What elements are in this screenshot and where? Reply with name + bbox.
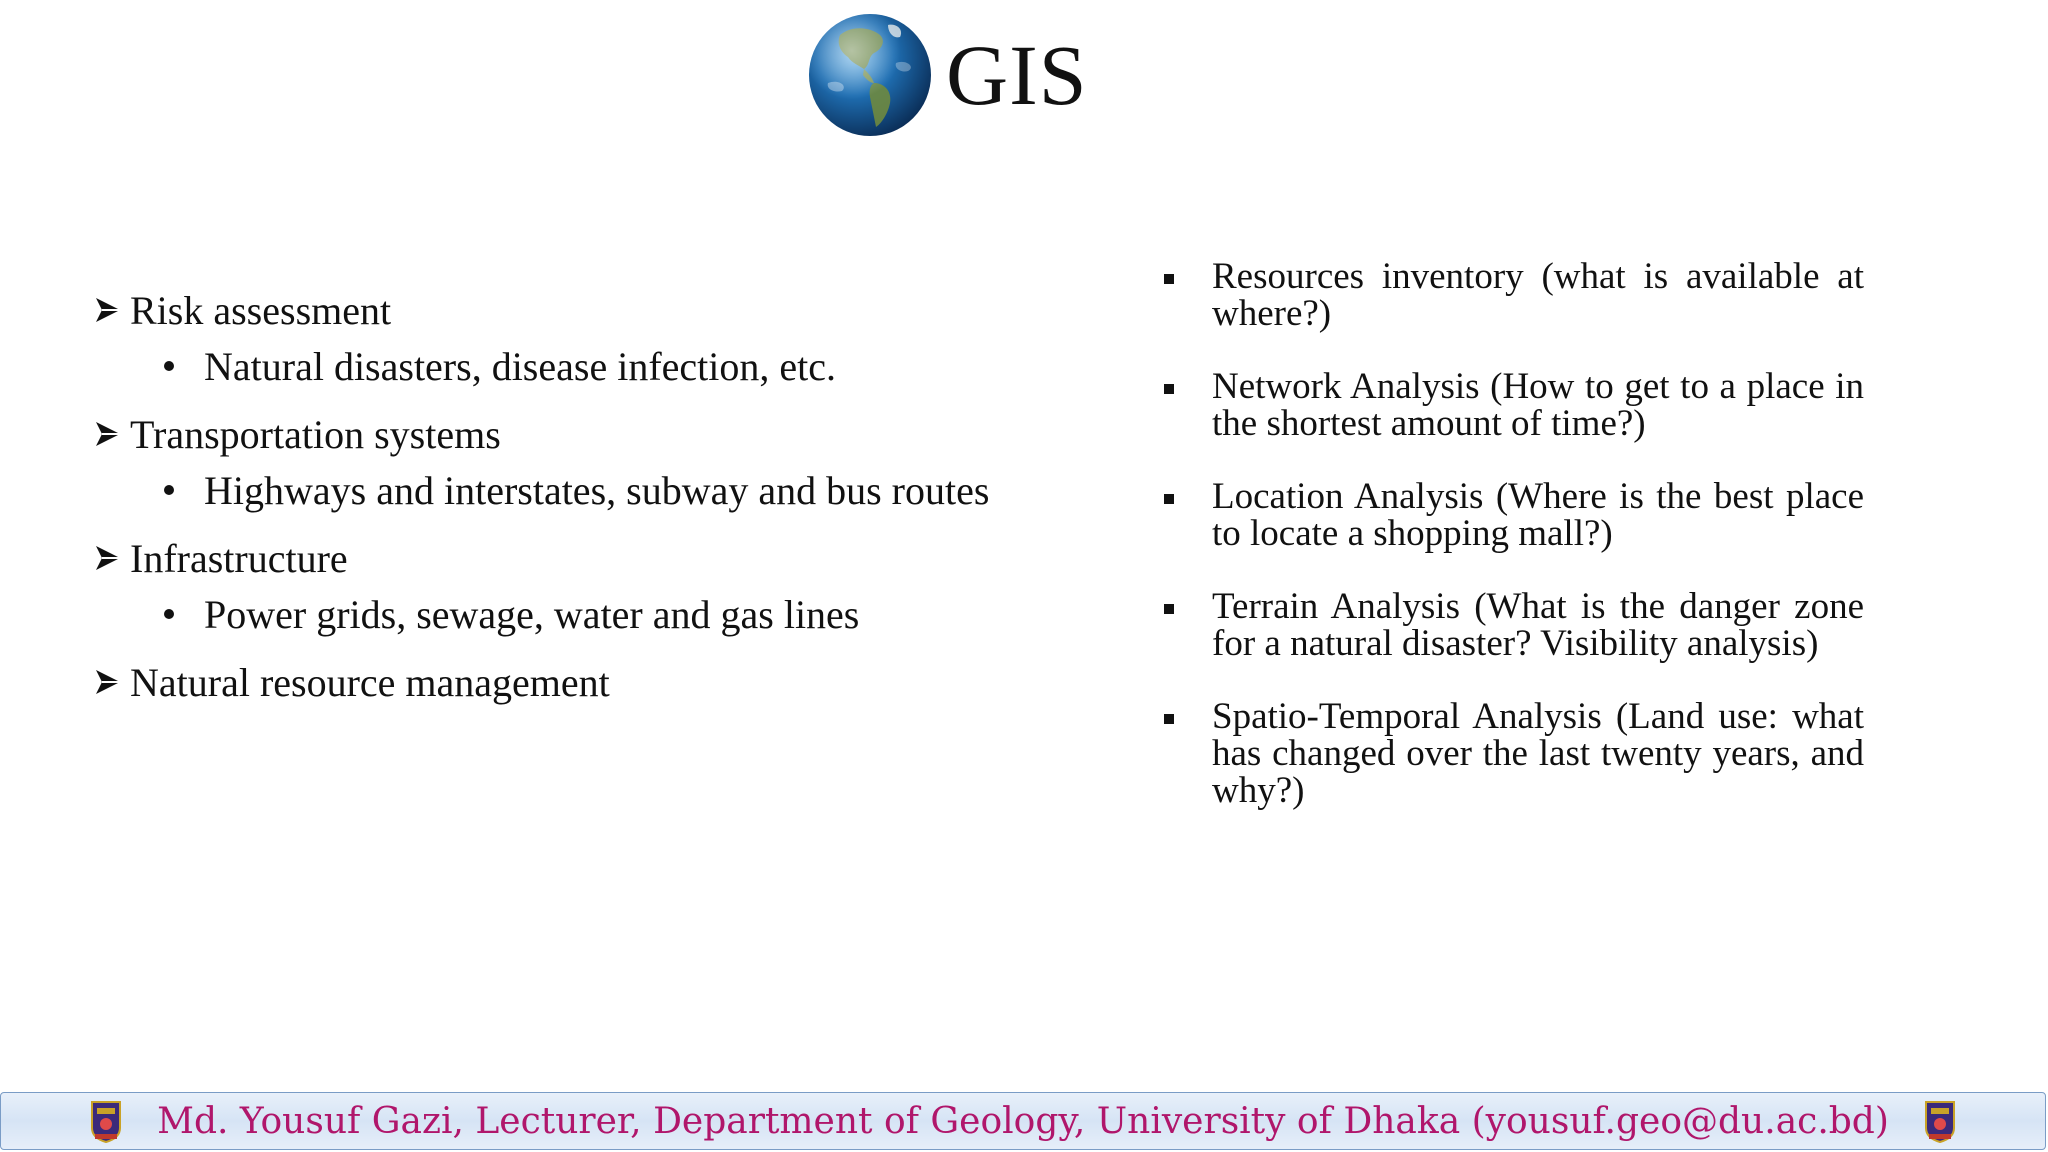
slide-title-area bbox=[808, 12, 1088, 137]
list-item bbox=[1164, 478, 1864, 552]
list-item bbox=[92, 530, 1092, 586]
list-item-text: Location Analysis (Where is the best place to locate a shopping mall?) bbox=[1212, 476, 1864, 554]
round-bullet-icon bbox=[164, 485, 174, 495]
list-item-text: Terrain Analysis (What is the danger zone for a natural disaster? Visibility analysis) bbox=[1212, 586, 1864, 664]
arrow-bullet-icon bbox=[92, 538, 128, 578]
slide-footer bbox=[0, 1092, 2046, 1150]
list-item bbox=[92, 282, 1092, 338]
list-item bbox=[92, 406, 1092, 462]
arrow-bullet-icon bbox=[92, 414, 128, 454]
list-item bbox=[1164, 698, 1864, 809]
round-bullet-icon bbox=[164, 361, 174, 371]
square-bullet-icon bbox=[1164, 384, 1174, 394]
list-item bbox=[1164, 258, 1864, 332]
list-subitem bbox=[92, 338, 1092, 394]
list-subitem-text: Natural disasters, disease infection, etc. bbox=[204, 343, 836, 389]
university-logo-icon bbox=[1923, 1098, 1957, 1144]
square-bullet-icon bbox=[1164, 604, 1174, 614]
list-subitem-text: Power grids, sewage, water and gas lines bbox=[204, 591, 860, 637]
square-bullet-icon bbox=[1164, 714, 1174, 724]
arrow-bullet-icon bbox=[92, 662, 128, 702]
university-logo-icon bbox=[89, 1098, 123, 1144]
list-subitem bbox=[92, 586, 1092, 642]
list-heading: Natural resource management bbox=[130, 659, 610, 705]
right-bullet-list bbox=[1164, 258, 1864, 845]
list-item bbox=[1164, 588, 1864, 662]
footer-credit: Md. Yousuf Gazi, Lecturer, Department of Geology, University of Dhaka (yousuf.geo@du.ac.bd) bbox=[157, 1100, 1889, 1142]
slide-title: GIS bbox=[946, 26, 1088, 123]
list-item bbox=[1164, 368, 1864, 442]
earth-globe-icon bbox=[808, 13, 932, 137]
list-item-text: Resources inventory (what is available at where?) bbox=[1212, 256, 1864, 334]
list-item bbox=[92, 654, 1092, 710]
list-item-text: Spatio-Temporal Analysis (Land use: what has changed over the last twenty years, and why?) bbox=[1212, 696, 1864, 811]
round-bullet-icon bbox=[164, 609, 174, 619]
square-bullet-icon bbox=[1164, 494, 1174, 504]
list-item-text: Network Analysis (How to get to a place in the shortest amount of time?) bbox=[1212, 366, 1864, 444]
arrow-bullet-icon bbox=[92, 290, 128, 330]
list-subitem-text: Highways and interstates, subway and bus routes bbox=[204, 467, 990, 513]
list-subitem bbox=[92, 462, 1092, 518]
list-heading: Infrastructure bbox=[130, 535, 348, 581]
square-bullet-icon bbox=[1164, 274, 1174, 284]
list-heading: Risk assessment bbox=[130, 287, 392, 333]
left-bullet-list bbox=[92, 282, 1092, 710]
list-heading: Transportation systems bbox=[130, 411, 501, 457]
